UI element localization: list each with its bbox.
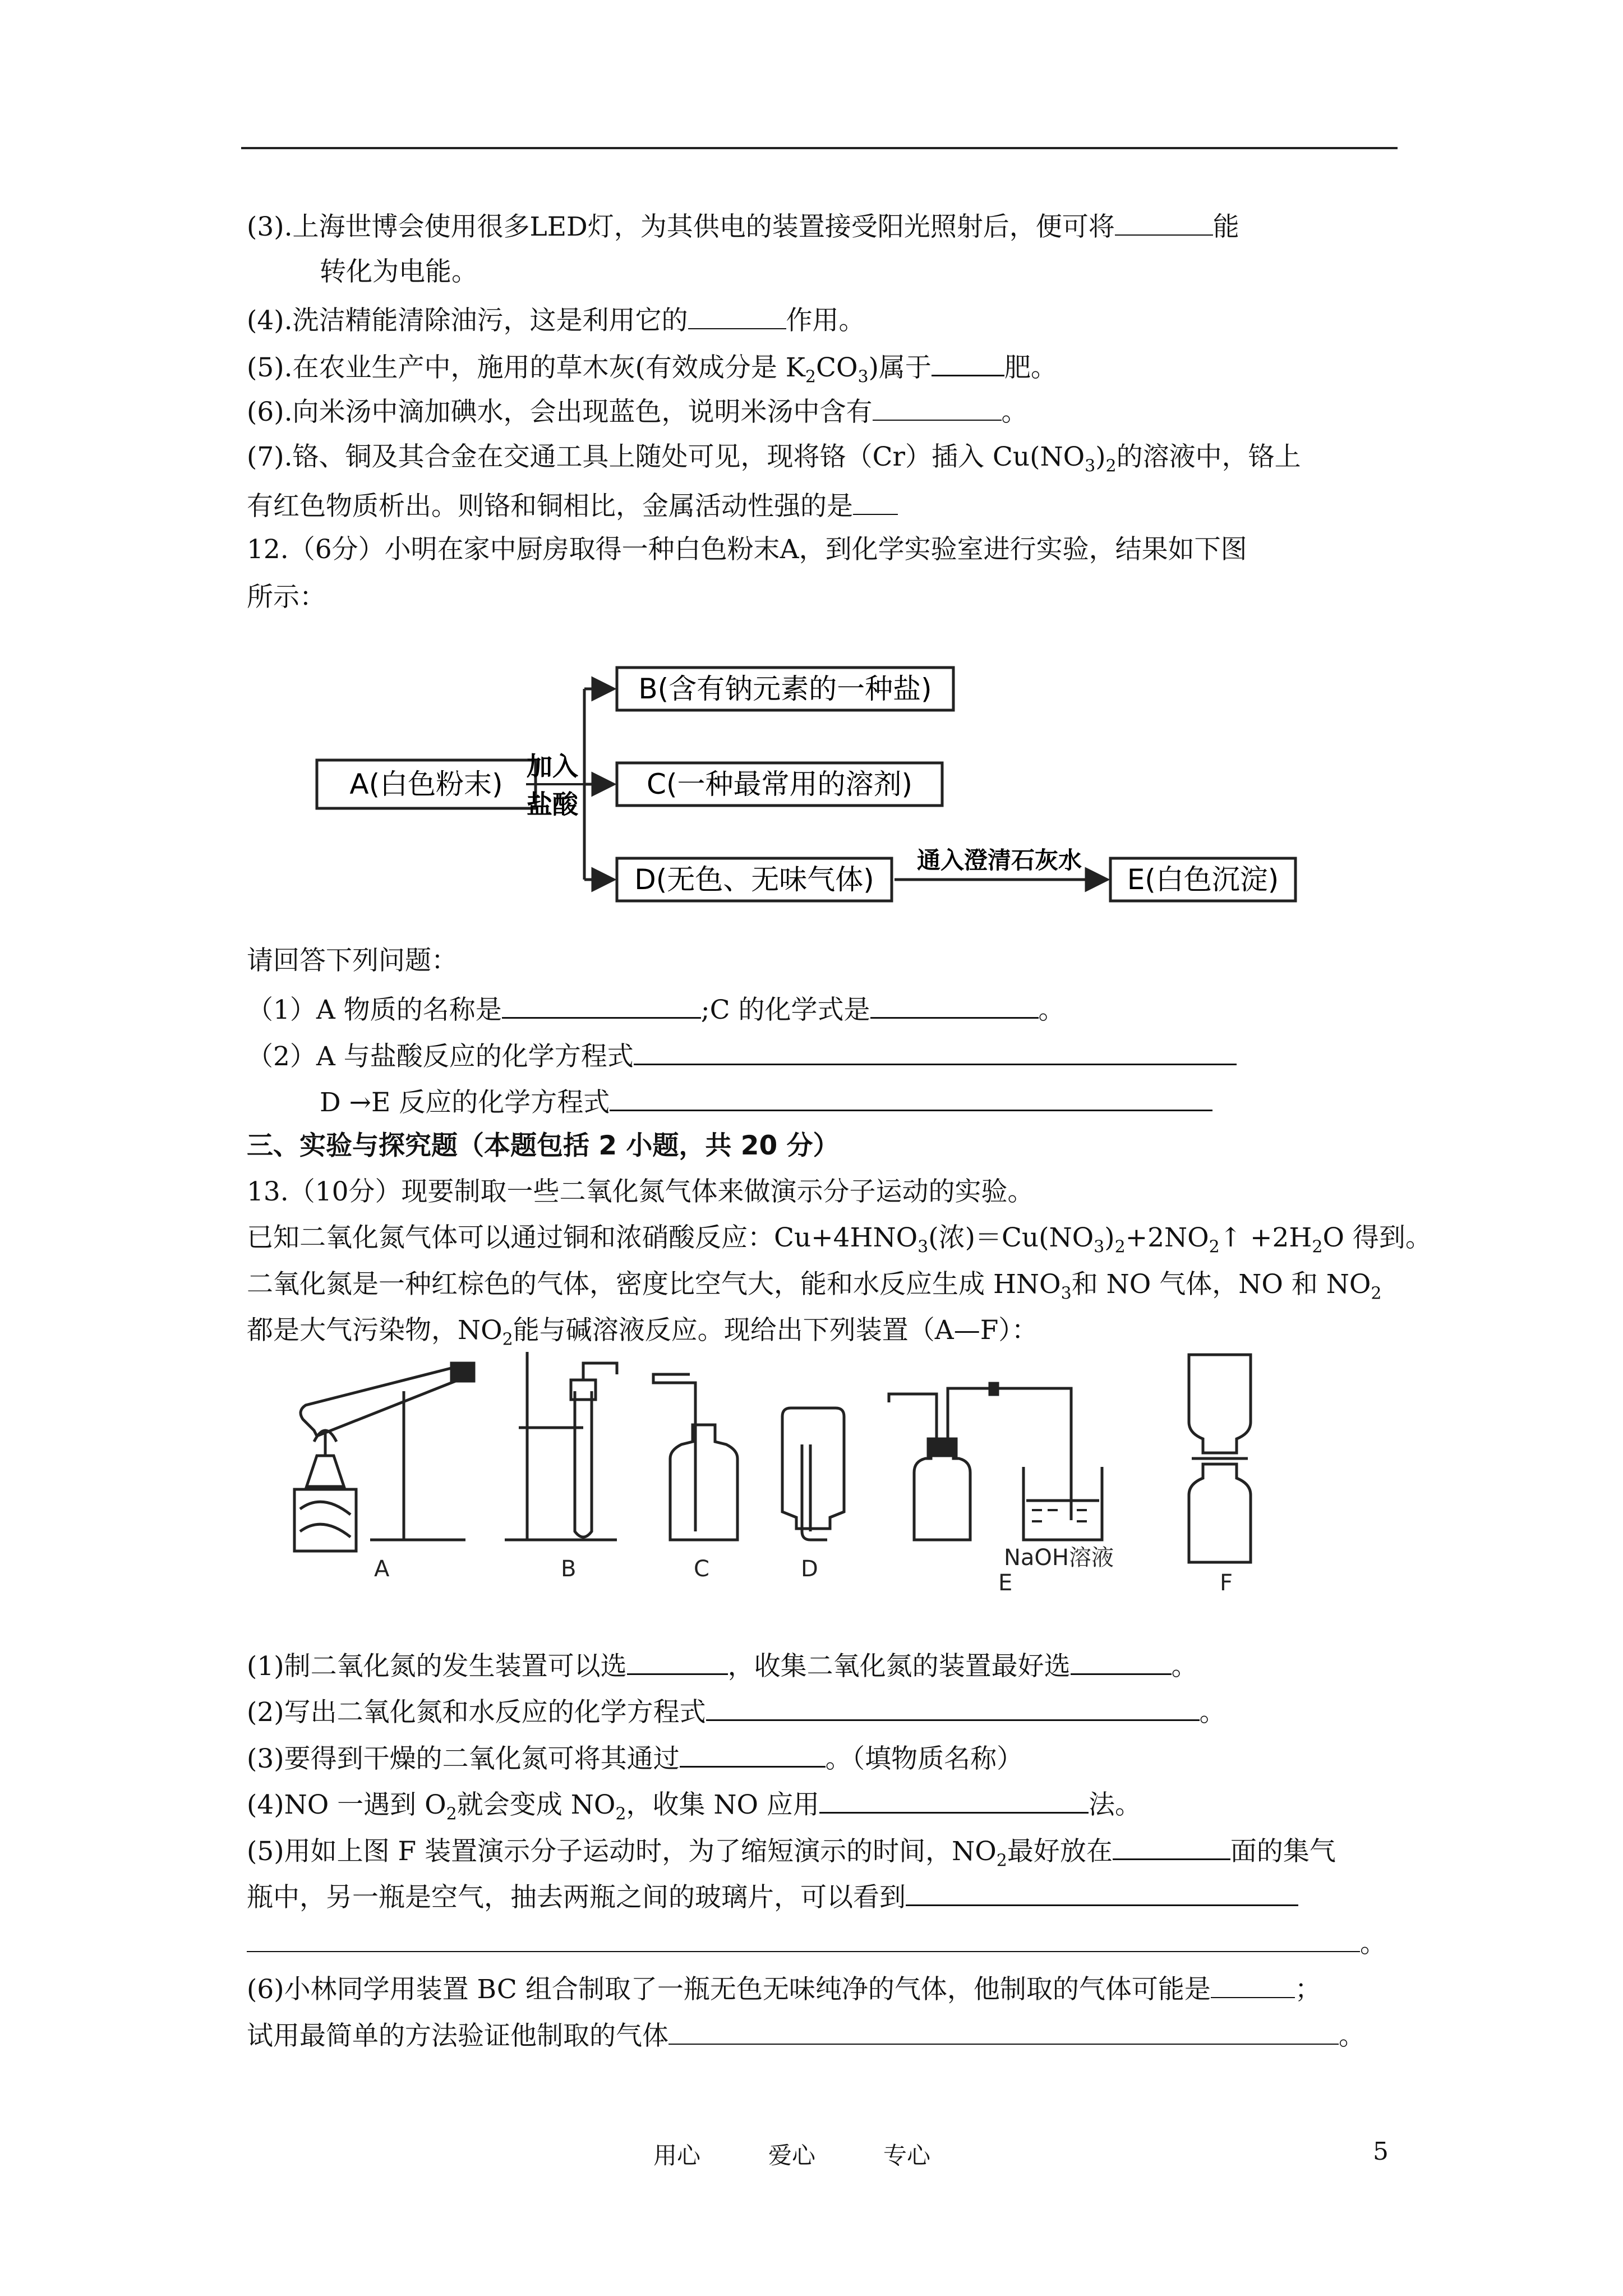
answer-blank[interactable] [627,1646,728,1675]
q11-item7-line1: (7).铬、铜及其合金在交通工具上随处可见，现将铬（Cr）插入 $Cu(NO_3)_2$的溶液中，铬上 [247,441,1301,476]
q12-subq2-de: D →E 反应的化学方程式 [320,1083,1212,1120]
answer-blank[interactable] [502,990,701,1019]
apparatus-f [1189,1355,1251,1562]
apparatus-c [653,1374,737,1540]
q13-subq2: (2)写出二氧化氮和水反应的化学方程式 。 [247,1692,1226,1729]
label-c: C [694,1556,709,1582]
naoh-label: NaOH溶液 [1004,1545,1114,1571]
box-b-label: B(含有钠元素的一种盐) [638,673,932,705]
label-f: F [1220,1570,1233,1596]
answer-blank[interactable] [610,1083,1212,1111]
answer-blank[interactable] [680,1739,826,1768]
q13-para2: 二氧化氮是一种红棕色的气体，密度比空气大，能和水反应生成 $HNO_3$和 NO 气体，NO 和 $NO_2$ [247,1269,1382,1304]
q13-header: 13.（10分）现要制取一些二氧化氮气体来做演示分子运动的实验。 [247,1176,1034,1207]
answer-blank[interactable] [870,990,1039,1019]
box-b [617,668,953,710]
q12-subq1: （1）A 物质的名称是 ;C 的化学式是 。 [247,990,1065,1027]
box-d [617,858,892,901]
reagent-label-line1: 加入 [527,751,578,781]
q13-subq6-line2: 试用最简单的方法验证他制取的气体 。 [247,2017,1365,2053]
arrow-d-to-e-label: 通入澄清石灰水 [916,846,1082,874]
page-number: 5 [1373,2137,1389,2166]
q12-subq2: （2）A 与盐酸反应的化学方程式 [247,1037,1237,1074]
box-d-label: D(无色、无味气体) [634,863,874,896]
box-a [317,760,536,808]
box-e-label: E(白色沉淀) [1127,863,1279,896]
answer-blank[interactable] [1071,1646,1172,1675]
q11-item7-line2: 有红色物质析出。则铬和铜相比，金属活动性强的是 [247,487,898,523]
answer-blank[interactable] [906,1878,1298,1906]
q13-subq5-line1: (5)用如上图 F 装置演示分子运动时，为了缩短演示的时间，$NO_2$最好放在 面的集气 [247,1832,1336,1869]
q13-subq3: (3)要得到干燥的二氧化氮可将其通过 。（填物质名称） [247,1739,1023,1776]
q13-para3: 都是大气污染物，$NO_2$能与碱溶液反应。现给出下列装置（A—F）： [247,1315,1038,1350]
box-a-label: A(白色粉末) [349,768,503,800]
q13-subq5-line2: 瓶中，另一瓶是空气，抽去两瓶之间的玻璃片，可以看到 [247,1878,1298,1915]
box-e [1110,858,1295,901]
q11-item3-line1: (3).上海世博会使用很多LED灯，为其供电的装置接受阳光照射后，便可将 能 [247,208,1239,244]
q12-header-line1: 12.（6分）小明在家中厨房取得一种白色粉末A，到化学实验室进行实验，结果如下图 [247,534,1247,565]
q13-equation: 已知二氧化氮气体可以通过铜和浓硝酸反应：$Cu+4HNO_3$(浓)$=Cu(NO_3)_2+2NO_2↑ +2H_2O$ 得到。 [247,1222,1432,1257]
section-3-heading: 三、实验与探究题（本题包括 2 小题，共 20 分） [247,1130,840,1161]
answer-blank[interactable] [1113,1832,1230,1860]
q12-header-line2: 所示： [247,582,326,613]
box-c [617,763,942,806]
beaker-liquid-dashes [1032,1509,1087,1522]
apparatus-b [505,1352,617,1540]
label-e: E [998,1570,1013,1596]
q13-subq1: (1)制二氧化氮的发生装置可以选 ，收集二氧化氮的装置最好选 。 [247,1646,1198,1683]
reagent-label [526,751,583,820]
answer-blank[interactable] [247,1924,1360,1952]
footer-word-3: 专心 [883,2142,931,2169]
footer-word-2: 爱心 [768,2142,816,2169]
box-c-label: C(一种最常用的溶剂) [647,768,912,800]
q11-item4: (4).洗洁精能清除油污，这是利用它的 作用。 [247,301,865,338]
label-d: D [801,1556,818,1582]
q13-subq5-line3: 。 [247,1924,1386,1961]
apparatus-figure [0,1346,1623,1604]
answer-blank[interactable] [634,1037,1237,1065]
answer-blank[interactable] [668,2017,1339,2045]
q12-flow-diagram [0,0,1623,926]
q13-subq6-line1: (6)小林同学用装置 BC 组合制取了一瓶无色无味纯净的气体，他制取的气体可能是 ； [247,1970,1321,2007]
apparatus-a [294,1363,474,1551]
label-a: A [374,1556,390,1582]
q12-prompt: 请回答下列问题： [247,945,458,976]
answer-blank[interactable] [819,1785,1089,1814]
reagent-label-line2: 盐酸 [527,789,578,820]
label-b: B [561,1556,577,1582]
q11-item5: (5).在农业生产中，施用的草木灰(有效成分是 $K_2CO_3$)属于 肥。 [247,348,1057,385]
apparatus-d [782,1408,844,1540]
answer-blank[interactable] [706,1692,1200,1721]
apparatus-e [889,1383,1102,1540]
q11-item3-line2: 转化为电能。 [320,256,478,287]
q11-item6: (6).向米汤中滴加碘水，会出现蓝色，说明米汤中含有 。 [247,393,1028,429]
footer-word-1: 用心 [653,2142,701,2169]
answer-blank[interactable] [1211,1970,1295,1998]
q13-subq4: (4)NO 一遇到 $O_2$就会变成 $NO_2$，收集 NO 应用 法。 [247,1785,1141,1822]
